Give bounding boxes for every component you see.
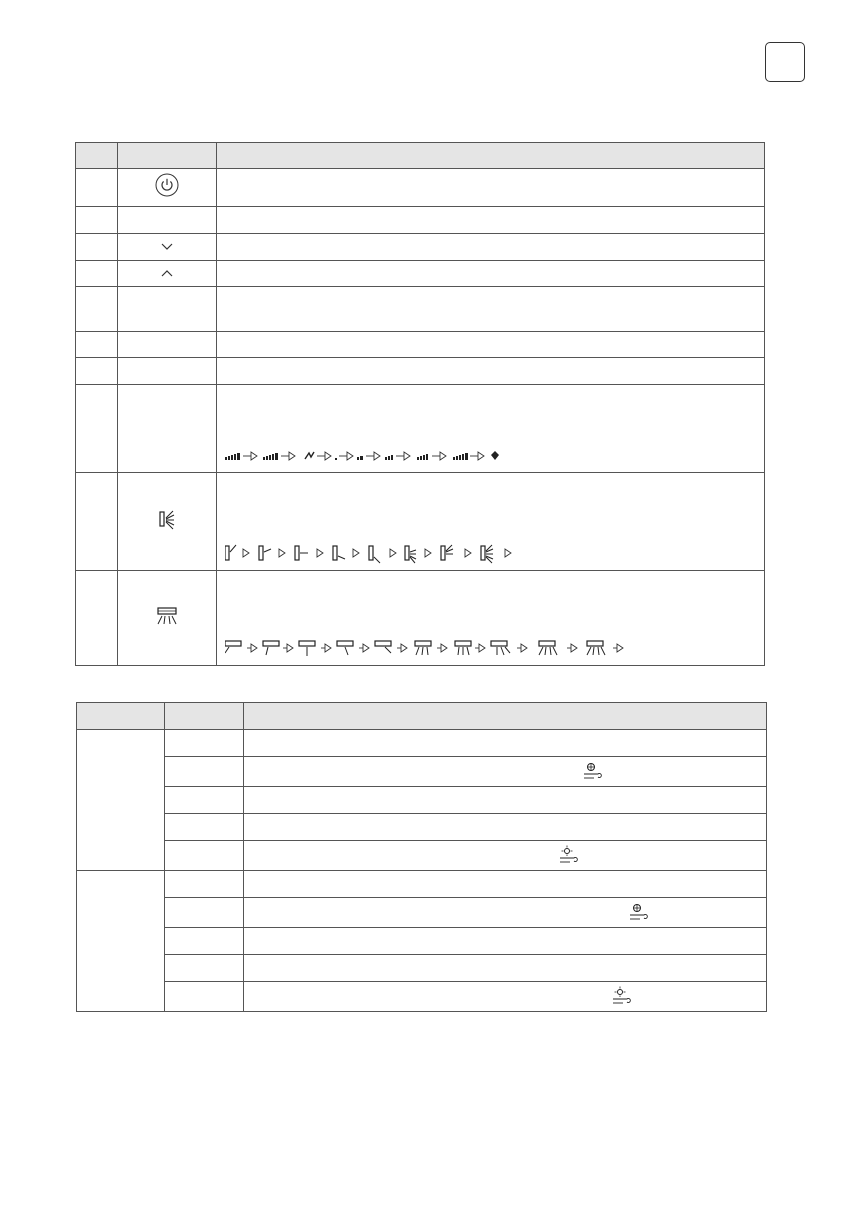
function-cell	[217, 234, 765, 261]
function-cell	[217, 358, 765, 385]
turbo-fan-icon	[491, 451, 499, 460]
table-row	[77, 730, 767, 757]
description-cell	[244, 928, 767, 955]
header-cell-setting	[165, 703, 244, 730]
table-row	[76, 332, 765, 358]
row-number-cell	[76, 571, 118, 666]
function-cell	[217, 332, 765, 358]
button-icon-cell	[118, 571, 217, 666]
header-cell-mode	[77, 703, 165, 730]
function-cell	[217, 571, 765, 666]
setting-cell	[165, 955, 244, 982]
row-number-cell	[76, 287, 118, 332]
table-row	[76, 385, 765, 473]
table-row	[76, 207, 765, 234]
mode-table	[76, 702, 767, 1012]
description-cell	[244, 730, 767, 757]
button-icon-cell	[118, 234, 217, 261]
mode-group-cell	[77, 730, 165, 871]
setting-cell	[165, 871, 244, 898]
power-icon	[155, 173, 179, 197]
description-cell	[244, 757, 767, 787]
table-header-row	[76, 143, 765, 169]
table-row	[77, 928, 767, 955]
button-icon-cell	[118, 358, 217, 385]
button-function-table	[75, 142, 765, 666]
row-number-cell	[76, 261, 118, 287]
snowflake-wind-icon	[582, 761, 604, 783]
button-icon-cell	[118, 385, 217, 473]
table-row	[76, 287, 765, 332]
description-cell	[244, 955, 767, 982]
table-row	[77, 814, 767, 841]
table-row	[76, 261, 765, 287]
setting-cell	[165, 928, 244, 955]
auto-fan-icon	[305, 452, 314, 459]
row-number-cell	[76, 234, 118, 261]
vertical-louver-sequence	[225, 542, 535, 564]
page-corner-box	[765, 42, 805, 82]
horizontal-swing-icon	[155, 606, 179, 626]
table-row	[77, 871, 767, 898]
button-icon-cell	[118, 207, 217, 234]
table-row	[76, 473, 765, 571]
function-cell	[217, 385, 765, 473]
header-cell-button	[118, 143, 217, 169]
table-row	[77, 757, 767, 787]
header-cell-description	[244, 703, 767, 730]
table-row	[77, 982, 767, 1012]
vertical-swing-icon	[158, 508, 176, 530]
setting-cell	[165, 730, 244, 757]
horizontal-louver-sequence	[225, 638, 645, 660]
function-cell	[217, 169, 765, 207]
description-cell	[244, 982, 767, 1012]
setting-cell	[165, 982, 244, 1012]
sun-wind-icon	[558, 845, 580, 867]
fan-speed-sequence	[225, 447, 525, 465]
function-cell	[217, 207, 765, 234]
description-cell	[244, 898, 767, 928]
table-row	[76, 571, 765, 666]
chevron-down-icon	[160, 241, 174, 251]
mode-group-cell	[77, 871, 165, 1012]
table-row	[77, 898, 767, 928]
table-header-row	[77, 703, 767, 730]
row-number-cell	[76, 207, 118, 234]
button-icon-cell	[118, 287, 217, 332]
function-cell	[217, 287, 765, 332]
setting-cell	[165, 841, 244, 871]
row-number-cell	[76, 332, 118, 358]
function-cell	[217, 473, 765, 571]
description-cell	[244, 841, 767, 871]
button-icon-cell	[118, 332, 217, 358]
table-row	[77, 787, 767, 814]
chevron-up-icon	[160, 268, 174, 278]
setting-cell	[165, 898, 244, 928]
description-cell	[244, 871, 767, 898]
row-number-cell	[76, 358, 118, 385]
header-cell-no	[76, 143, 118, 169]
snowflake-wind-icon	[628, 902, 650, 924]
header-cell-function	[217, 143, 765, 169]
table-row	[76, 169, 765, 207]
description-cell	[244, 787, 767, 814]
setting-cell	[165, 814, 244, 841]
function-cell	[217, 261, 765, 287]
setting-cell	[165, 787, 244, 814]
table-row	[77, 841, 767, 871]
sun-wind-icon	[611, 986, 633, 1008]
button-icon-cell	[118, 473, 217, 571]
table-row	[76, 358, 765, 385]
row-number-cell	[76, 473, 118, 571]
setting-cell	[165, 757, 244, 787]
row-number-cell	[76, 385, 118, 473]
row-number-cell	[76, 169, 118, 207]
button-icon-cell	[118, 261, 217, 287]
description-cell	[244, 814, 767, 841]
table-row	[76, 234, 765, 261]
table-row	[77, 955, 767, 982]
button-icon-cell	[118, 169, 217, 207]
